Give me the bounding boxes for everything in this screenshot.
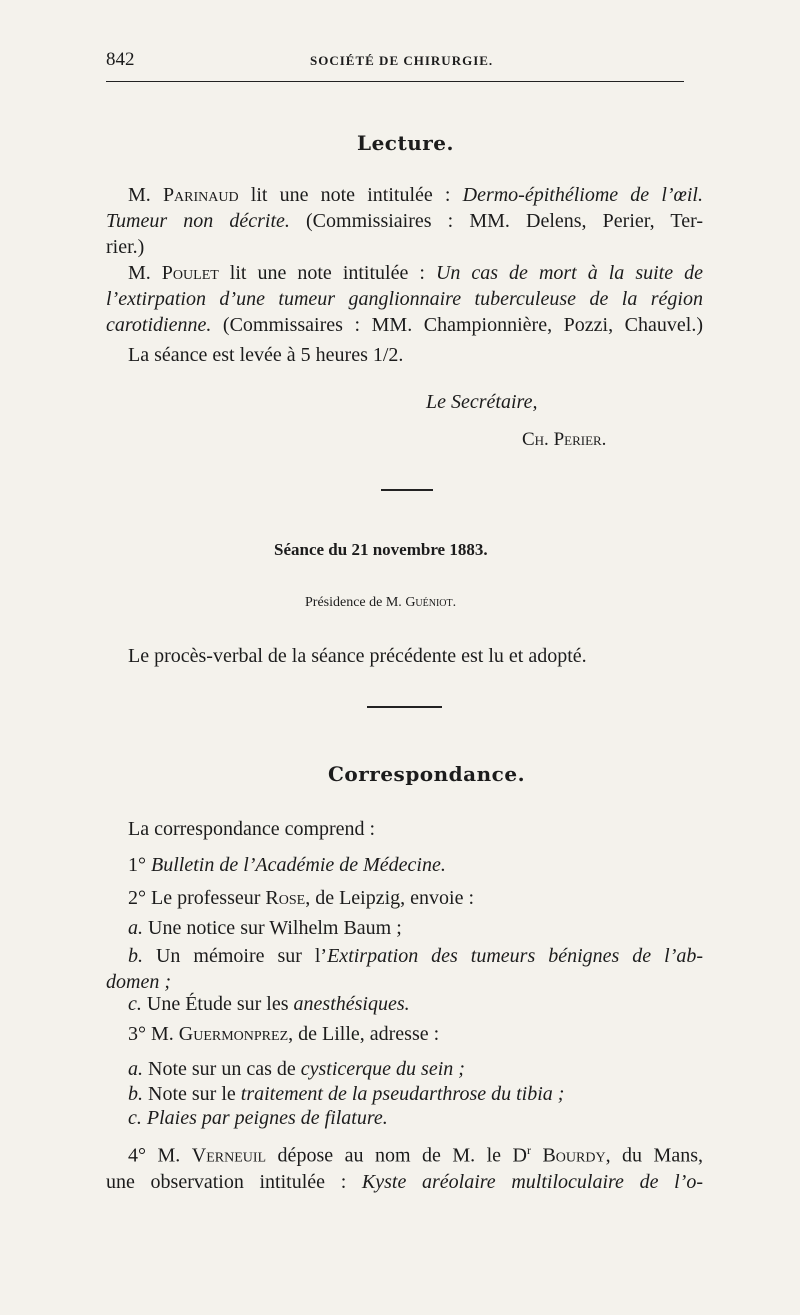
correspondance-item-2b: b. Un mémoire sur l’Extirpation des tumeurs bénignes de l’ab- domen ; — [106, 945, 704, 993]
author-name: Rose — [265, 887, 306, 909]
note1-line2: Tumeur non décrite. (Commissiaires : MM. Delens, Perier, Ter- — [106, 210, 703, 232]
correspondance-item-3: 3° M. Guermonprez, de Lille, adresse : — [128, 1023, 440, 1045]
author-name: Parinaud — [162, 184, 239, 206]
note2-line3: carotidienne. (Commissaires : MM. Championnière, Pozzi, Chauvel.) — [106, 314, 703, 336]
author-name: Poulet — [161, 262, 219, 284]
session-closing: La séance est levée à 5 heures 1/2. — [128, 344, 404, 366]
lecture-heading: Lecture. — [357, 131, 454, 155]
note2-line2: l’extirpation d’une tumeur ganglionnaire tuberculeuse de la région — [106, 288, 703, 310]
lecture-note-parinaud — [106, 182, 703, 260]
section-divider — [367, 706, 442, 708]
correspondance-item-2: 2° Le professeur Rose, de Leipzig, envoie : — [128, 887, 475, 909]
lecture-note-poulet — [106, 260, 703, 338]
signature-name: Ch. Perier. — [522, 429, 607, 450]
proces-verbal: Le procès-verbal de la séance précédente est lu et adopté. — [128, 645, 587, 667]
signature-role: Le Secrétaire, — [426, 391, 538, 413]
correspondance-item-3a: a. Note sur un cas de cysticerque du sein ; — [128, 1058, 465, 1080]
correspondance-item-3c: c. Plaies par peignes de filature. — [128, 1107, 388, 1129]
header-rule — [106, 81, 684, 82]
correspondance-item-4: 4° M. Verneuil dépose au nom de M. le $D^r$ Bourdy, du Mans, une observation intitulée : Kyste aréolaire multiloculaire de l’o- — [106, 1143, 703, 1193]
section-divider — [381, 489, 433, 491]
presidence: Présidence de M. Guéniot. — [305, 595, 457, 610]
note-title: Dermo-épithéliome de l’œil. — [462, 184, 703, 206]
correspondance-item-1: 1° Bulletin de l’Académie de Médecine. — [128, 854, 446, 876]
correspondance-item-3b: b. Note sur le traitement de la pseudarthrose du tibia ; — [128, 1083, 565, 1105]
note1-line1: M. Parinaud lit une note intitulée : Dermo-épithéliome de l’œil. — [128, 184, 703, 206]
page-number: 842 — [106, 49, 135, 70]
running-title: SOCIÉTÉ DE CHIRURGIE. — [310, 53, 494, 68]
author-name: Guermonprez — [178, 1023, 289, 1045]
note-title: Un cas de mort à la suite de — [435, 262, 703, 284]
correspondance-item-2a: a. Une notice sur Wilhelm Baum ; — [128, 917, 402, 939]
seance-title: Séance du 21 novembre 1883. — [274, 540, 488, 559]
correspondance-item-2c: c. Une Étude sur les anesthésiques. — [128, 993, 410, 1015]
correspondance-heading: Correspondance. — [328, 762, 526, 786]
note1-line3: rier.) — [106, 236, 145, 258]
author-name: Bourdy — [542, 1144, 606, 1167]
author-name: Verneuil — [191, 1144, 267, 1167]
correspondance-intro: La correspondance comprend : — [128, 818, 376, 840]
note2-line1: M. Poulet lit une note intitulée : Un cas de mort à la suite de — [128, 262, 703, 284]
